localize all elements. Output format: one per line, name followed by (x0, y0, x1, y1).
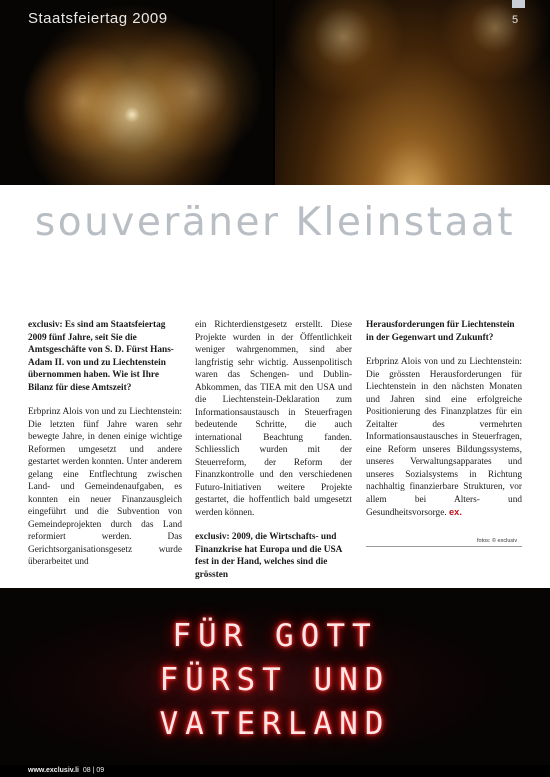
page-number: 5 (512, 14, 519, 26)
article-column-2 (195, 319, 352, 593)
interview-answer-1-continued: ein Richterdienstgesetz erstellt. Diese Projekte wurden in der Öffentlichkeit weniger wahrgenommen, sind aber langfristig sehr wichtig. Aussenpolitisch waren das Schengen- und Dublin-Abkommen, das TIEA mit den USA und die Liechtenstein-Deklaration zum Informationsaustausch in Steuerfragen bedeutende Schritte, die auch international Beachtung fanden. Schliesslich wurden mit der Steuerreform, der Reform der Finanzkontrolle und den verschiedenen Futuro-Initiativen weitere Projekte gestartet, die hoffentlich bald umgesetzt werden können. (195, 320, 352, 518)
neon-line-3: VATERLAND (159, 706, 391, 742)
footer-text (28, 765, 104, 777)
credit-rule (366, 546, 522, 547)
neon-line-2: FÜRST UND (159, 662, 391, 698)
footer-site-link[interactable]: www.exclusiv.li (28, 767, 79, 774)
fireworks-photo-right (275, 0, 550, 185)
fireworks-photo-left (0, 0, 275, 185)
interview-question-2-continued: Herausforderungen für Liechtenstein in der Gegenwart und Zukunft? (366, 320, 515, 343)
photo-credit: fotos: © exclusiv (477, 538, 518, 544)
article-end-mark: ex. (448, 507, 462, 517)
interview-question-2: exclusiv: 2009, die Wirtschafts- und Finanzkrise hat Europa und die USA fest in der Hand, welches sind die grössten (195, 532, 342, 580)
neon-sign-photo (0, 588, 550, 765)
article-column-1 (28, 319, 182, 581)
fireworks-banner-image (0, 0, 550, 185)
footer-issue: 08 | 09 (82, 767, 105, 774)
interview-question-1: exclusiv: Es sind am Staatsfeiertag 2009 fünf Jahre, seit Sie die Amtsgeschäfte von S. D. Fürst Hans-Adam II. von und zu Liechtenstein übernommen haben. Wie ist Ihre Bilanz für diese Amtszeit? (28, 320, 174, 393)
article-headline: souveräner Kleinstaat (34, 200, 516, 245)
interview-answer-1: Erbprinz Alois von und zu Liechtenstein: Die letzten fünf Jahre waren sehr bewegte Jahre, in denen einige wichtige Reformen umgesetzt und andere gestartet werden konnten. Unter anderem gelang eine Entflechtung zwischen Land- und Gemeindenaufgaben, es konnten ein neuer Finanzausgleich eingeführt und die Subvention von Gemeindeprojekten durch das Land reformiert werden. Das Gerichtsorganisationsgesetz wurde überarbeitet und (28, 407, 182, 567)
section-title: Staatsfeiertag 2009 (28, 10, 168, 27)
article-column-3 (366, 319, 522, 532)
page-footer (0, 765, 550, 777)
page-marker (512, 0, 525, 8)
neon-line-1: FÜR GOTT (172, 618, 378, 654)
interview-answer-2-text: Erbprinz Alois von und zu Liechtenstein: Die grössten Herausforderungen für Liechtenstein in den nächsten Monaten und Jahren sind eine erfolgreiche Positionierung des Finanzplatzes für ein Zeitalter des vermehrten Informationsaustausches in Steuerfragen, eine Reform unseres Bildungssystems, unseres Verwaltungsapparates und unseres Sozialsystems in Richtung nachhaltig finanzierbare Strukturen, vor allem bei Alters- und Gesundheitsvorsorge. (366, 357, 522, 518)
interview-answer-2 (366, 356, 522, 520)
